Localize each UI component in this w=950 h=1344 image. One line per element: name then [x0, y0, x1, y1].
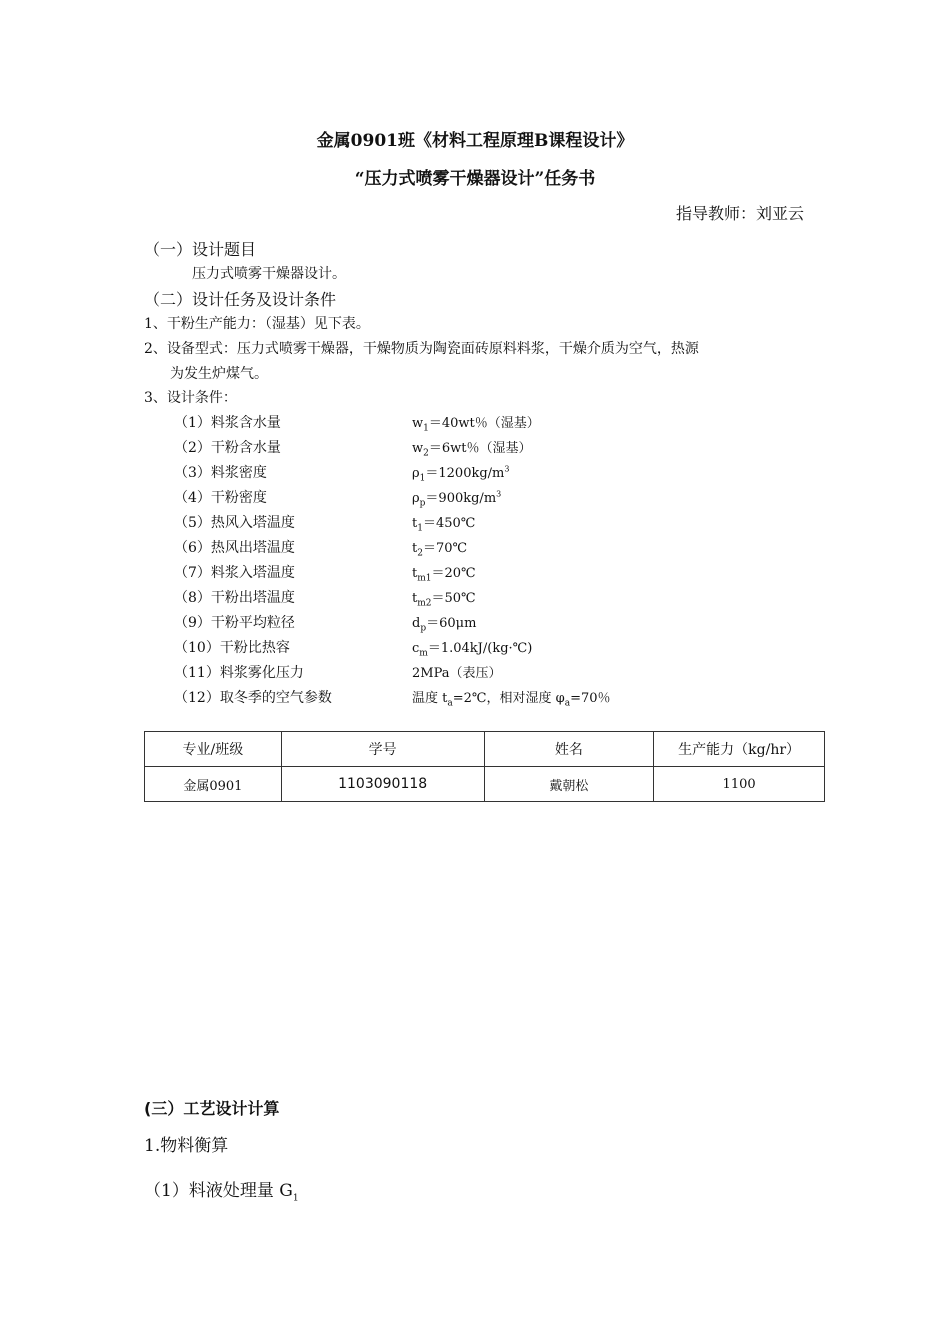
document-subtitle: “压力式喷雾干燥器设计”任务书: [354, 169, 596, 189]
condition-value: 2MPa（表压）: [412, 666, 502, 681]
condition-value: $\rho_1=1200kg/m^3$: [412, 464, 510, 484]
condition-label: （7）料浆入塔温度: [174, 565, 295, 581]
task-item-3: 3、设计条件：: [144, 390, 237, 406]
section2-heading: （二）设计任务及设计条件: [144, 290, 337, 309]
document-title: 金属0901班《材料工程原理B课程设计》: [316, 131, 634, 151]
table-header-row: [145, 732, 825, 767]
table-cell-class: 金属0901: [145, 767, 282, 802]
condition-value: $t_2=70℃$: [412, 541, 468, 559]
table-cell-capacity: 1100: [654, 767, 825, 802]
section3-heading: (三）工艺设计计算: [144, 1099, 280, 1118]
table-cell-student-id: 1103090118: [281, 767, 484, 802]
section1-text: 压力式喷雾干燥器设计。: [192, 266, 346, 282]
condition-value: $\rho_p=900kg/m^3$: [412, 489, 502, 509]
section3-subheading: 1.物料衡算: [144, 1136, 229, 1156]
section1-heading: （一）设计题目: [144, 240, 257, 259]
condition-value: $d_p=60\mu m$: [412, 616, 477, 634]
table-header-cell: 专业/班级: [145, 732, 282, 767]
student-info-table: [144, 731, 825, 802]
condition-label: （10）干粉比热容: [174, 640, 290, 656]
condition-label: （6）热风出塔温度: [174, 540, 295, 556]
condition-label: （3）料浆密度: [174, 465, 267, 481]
condition-value: 温度 $t_a=2℃$，相对湿度 $\varphi_a=70$％: [412, 691, 611, 709]
table-header-cell: 姓名: [484, 732, 654, 767]
condition-value: $c_m=1.04kJ/(kg\cdot℃)$: [412, 641, 533, 659]
condition-label: （8）干粉出塔温度: [174, 590, 295, 606]
condition-value: $t_{m2}=50℃$: [412, 591, 476, 609]
table-header-cell: 学号: [281, 732, 484, 767]
task-item-2-line2: 为发生炉煤气。: [170, 366, 268, 382]
table-row: [145, 767, 825, 802]
section3-item1: （1）料液处理量 $G_1$: [144, 1181, 299, 1204]
table-header-cell: 生产能力（kg/hr）: [654, 732, 825, 767]
condition-label: （4）干粉密度: [174, 490, 267, 506]
task-item-2-line1: 2、设备型式：压力式喷雾干燥器，干燥物质为陶瓷面砖原料料浆，干燥介质为空气，热源: [144, 341, 699, 357]
condition-label: （1）料浆含水量: [174, 415, 281, 431]
condition-label: （2）干粉含水量: [174, 440, 281, 456]
condition-value: $w_1=40wt$％（湿基）: [412, 416, 540, 434]
condition-label: （9）干粉平均粒径: [174, 615, 295, 631]
condition-value: $w_2=6wt$％（湿基）: [412, 441, 532, 459]
condition-value: $t_{m1}=20℃$: [412, 566, 476, 584]
table-cell-name: 戴朝松: [484, 767, 654, 802]
task-item-1: 1、干粉生产能力：（湿基）见下表。: [144, 316, 370, 332]
instructor-line: 指导教师：刘亚云: [675, 204, 804, 223]
condition-label: （5）热风入塔温度: [174, 515, 295, 531]
condition-label: （11）料浆雾化压力: [174, 665, 304, 681]
condition-value: $t_1=450℃$: [412, 516, 476, 534]
condition-label: （12）取冬季的空气参数: [174, 690, 332, 706]
